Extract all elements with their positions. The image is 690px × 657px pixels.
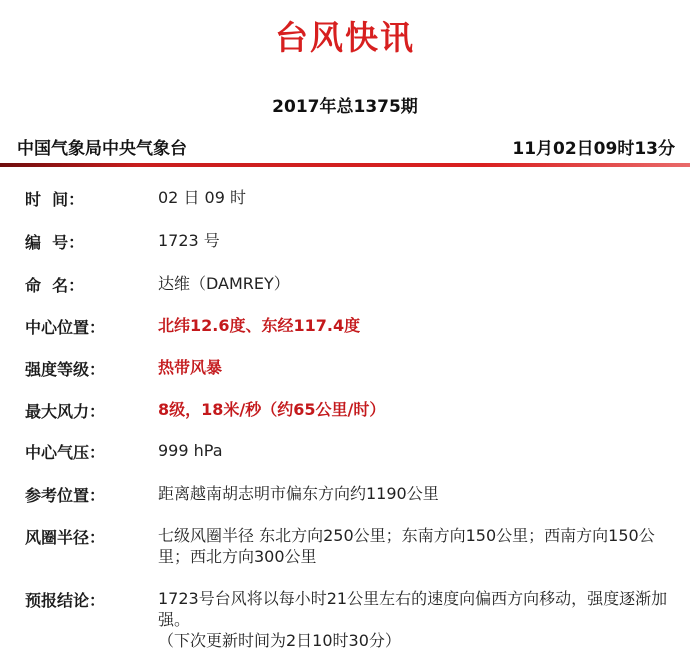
forecast-text: 1723号台风将以每小时21公里左右的速度向偏西方向移动，强度逐渐加强。 bbox=[158, 589, 668, 629]
bulletin-header bbox=[17, 134, 675, 160]
field-label: 强度等级： bbox=[25, 360, 106, 379]
field-label: 预报结论： bbox=[25, 591, 106, 610]
field-value: 七级风圈半径 东北方向250公里；东南方向150公里；西南方向150公里；西北方向300公里 bbox=[158, 526, 655, 566]
field-value: 02 日 09 时 bbox=[158, 188, 246, 207]
field-label: 中心气压： bbox=[25, 443, 106, 462]
field-value: 达维（DAMREY） bbox=[158, 274, 290, 293]
field-value: 北纬12.6度、东经117.4度 bbox=[158, 316, 361, 335]
field-label: 中心位置： bbox=[25, 318, 106, 337]
field-label: 风圈半径： bbox=[25, 528, 106, 547]
field-value: 热带风暴 bbox=[158, 358, 223, 377]
agency-name: 中国气象局中央气象台 bbox=[17, 139, 187, 159]
field-value: 999 hPa bbox=[158, 441, 223, 460]
field-value: 8级，18米/秒（约65公里/时） bbox=[158, 400, 386, 419]
field-value: 距离越南胡志明市偏东方向约1190公里 bbox=[158, 484, 439, 503]
field-label: 时 间： bbox=[25, 190, 85, 209]
next-update-note: （下次更新时间为2日10时30分） bbox=[158, 631, 401, 650]
page-title: 台风快讯 bbox=[275, 18, 415, 57]
field-value: 1723 号 bbox=[158, 231, 220, 250]
header-divider bbox=[0, 163, 690, 167]
field-value bbox=[158, 588, 668, 651]
issue-datetime: 11月02日09时13分 bbox=[512, 139, 675, 159]
field-label: 参考位置： bbox=[25, 486, 106, 505]
field-label: 最大风力： bbox=[25, 402, 106, 421]
field-label: 命 名： bbox=[25, 276, 85, 295]
field-label: 编 号： bbox=[25, 233, 85, 252]
issue-number: 2017年总1375期 bbox=[272, 97, 418, 117]
